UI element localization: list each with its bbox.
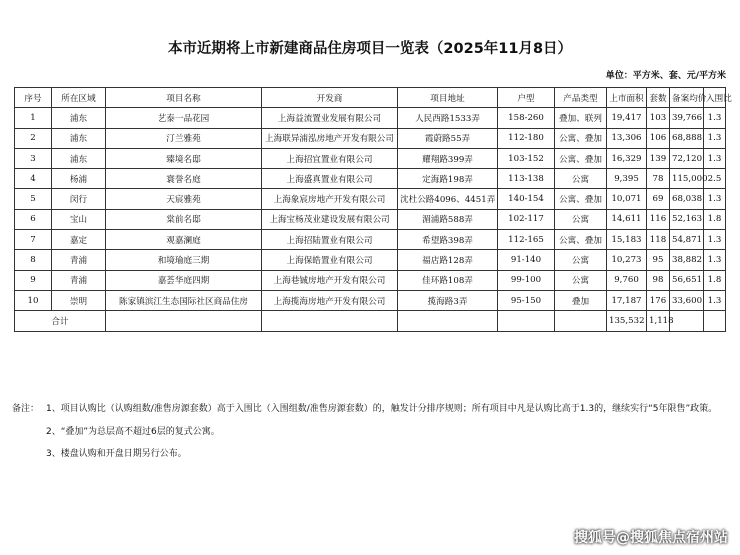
table-row [15, 108, 726, 128]
column-header: 项目地址 [398, 88, 498, 108]
table-cell: 人民西路1533弄 [398, 108, 498, 128]
table-cell: 9,395 [607, 169, 647, 189]
table-cell: 56,651 [670, 270, 704, 290]
note-item: 备注： 1、项目认购比（认购组数/准售房源套数）高于入围比（入围组数/准售房源套数）的，触发计分排序规则；所有项目中凡是认购比高于1.3的，继续实行“5年限售”政策。 [12, 398, 717, 421]
column-header: 入围比 [704, 88, 726, 108]
table-cell: 112-180 [498, 128, 555, 148]
note-item: 3、楼盘认购和开盘日期另行公布。 [46, 449, 187, 459]
table-cell: 公寓、叠加 [555, 148, 607, 168]
table-cell: 浦东 [52, 108, 106, 128]
table-cell: 公寓、叠加 [555, 189, 607, 209]
table-cell: 14,611 [607, 209, 647, 229]
column-header: 上市面积 [607, 88, 647, 108]
table-cell: 1.3 [704, 189, 726, 209]
unit-label: 单位：平方米、套、元/平方米 [605, 71, 726, 81]
table-cell: 沈杜公路4096、4451弄 [398, 189, 498, 209]
table-cell: 上海联异浦泓房地产开发有限公司 [262, 128, 398, 148]
table-cell: 33,600 [670, 290, 704, 310]
table-cell: 耀翔路399弄 [398, 148, 498, 168]
table-cell [704, 311, 726, 331]
table-cell: 19,417 [607, 108, 647, 128]
table-cell: 1.3 [704, 128, 726, 148]
table-cell: 浦东 [52, 128, 106, 148]
table-cell: 福店路128弄 [398, 250, 498, 270]
table-row [15, 230, 726, 250]
table-cell [670, 311, 704, 331]
table-row [15, 250, 726, 270]
table-row [15, 169, 726, 189]
total-units: 1,118 [647, 311, 670, 331]
table-cell: 1.3 [704, 290, 726, 310]
note-item: 2、“叠加”为总层高不超过6层的复式公寓。 [46, 426, 220, 437]
table-cell: 38,882 [670, 250, 704, 270]
table-cell: 9 [15, 270, 52, 290]
table-cell: 6 [15, 209, 52, 229]
table-cell: 140-154 [498, 189, 555, 209]
column-header: 序号 [15, 88, 52, 108]
table-cell: 103-152 [498, 148, 555, 168]
table-cell: 2.5 [704, 169, 726, 189]
table-cell: 15,183 [607, 230, 647, 250]
table-cell: 公寓 [555, 169, 607, 189]
table-cell: 113-138 [498, 169, 555, 189]
table-cell: 68,888 [670, 128, 704, 148]
table-row [15, 270, 726, 290]
column-header: 备案均价 [670, 88, 704, 108]
table-cell: 54,871 [670, 230, 704, 250]
column-header: 项目名称 [106, 88, 262, 108]
table-cell: 定海路198弄 [398, 169, 498, 189]
table-cell: 棠前名邸 [106, 209, 262, 229]
table-cell: 112-165 [498, 230, 555, 250]
table-total-row [15, 311, 726, 331]
table-cell: 公寓 [555, 270, 607, 290]
table-cell: 上海巷铖房地产开发有限公司 [262, 270, 398, 290]
table-cell: 17,187 [607, 290, 647, 310]
notes-label: 备注： [12, 404, 40, 414]
table-cell: 嘉荟华庭四期 [106, 270, 262, 290]
table-cell: 湄浦路588弄 [398, 209, 498, 229]
table-cell: 99-100 [498, 270, 555, 290]
column-header: 所在区域 [52, 88, 106, 108]
project-table [14, 87, 732, 332]
table-cell: 1.3 [704, 230, 726, 250]
table-cell: 116 [647, 209, 670, 229]
table-cell [555, 311, 607, 331]
table-cell: 72,120 [670, 148, 704, 168]
table-cell: 78 [647, 169, 670, 189]
table-cell: 艺泰一品花园 [106, 108, 262, 128]
total-label: 合计 [15, 311, 106, 331]
table-cell: 139 [647, 148, 670, 168]
table-cell: 98 [647, 270, 670, 290]
table-cell: 上海揽海房地产开发有限公司 [262, 290, 398, 310]
table-cell: 青浦 [52, 270, 106, 290]
column-header: 开发商 [262, 88, 398, 108]
table-cell: 158-260 [498, 108, 555, 128]
table-cell: 10 [15, 290, 52, 310]
column-header: 套数 [647, 88, 670, 108]
table-cell [106, 311, 262, 331]
table-cell: 4 [15, 169, 52, 189]
table-cell: 浦东 [52, 148, 106, 168]
table-cell: 1.3 [704, 108, 726, 128]
table-cell: 佳环路108弄 [398, 270, 498, 290]
table-cell [498, 311, 555, 331]
table-cell: 杨浦 [52, 169, 106, 189]
table-cell: 寰誉名庭 [106, 169, 262, 189]
table-cell: 1.3 [704, 250, 726, 270]
table-cell: 1.8 [704, 209, 726, 229]
table-cell: 叠加、联列 [555, 108, 607, 128]
watermark: 搜狐号@搜狐焦点宿州站 [574, 530, 728, 546]
table-cell: 上海益流置业发展有限公司 [262, 108, 398, 128]
table-header-row [15, 88, 726, 108]
table-cell: 崇明 [52, 290, 106, 310]
table-cell: 39,766 [670, 108, 704, 128]
table-cell: 上海盛真置业有限公司 [262, 169, 398, 189]
table-cell [262, 311, 398, 331]
table-cell: 1 [15, 108, 52, 128]
column-header: 产品类型 [555, 88, 607, 108]
table-row [15, 148, 726, 168]
table-cell: 9,760 [607, 270, 647, 290]
table-cell: 103 [647, 108, 670, 128]
table-cell: 68,038 [670, 189, 704, 209]
total-area: 135,532 [607, 311, 647, 331]
table-cell: 揽海路3弄 [398, 290, 498, 310]
table-cell: 和境瑜庭三期 [106, 250, 262, 270]
table-cell: 汀兰雅苑 [106, 128, 262, 148]
table-cell: 观嘉澜庭 [106, 230, 262, 250]
table-cell: 102-117 [498, 209, 555, 229]
table-cell: 公寓 [555, 250, 607, 270]
table-cell: 69 [647, 189, 670, 209]
table-cell: 陈家镇滨江生态国际社区商品住房 [106, 290, 262, 310]
table-cell: 106 [647, 128, 670, 148]
table-cell: 115,000 [670, 169, 704, 189]
table-cell: 天宸雅苑 [106, 189, 262, 209]
table-cell: 95 [647, 250, 670, 270]
table-cell: 公寓 [555, 209, 607, 229]
table-cell: 公寓、叠加 [555, 230, 607, 250]
table-cell: 公寓、叠加 [555, 128, 607, 148]
table-cell: 叠加 [555, 290, 607, 310]
table-cell: 10,273 [607, 250, 647, 270]
table-cell: 176 [647, 290, 670, 310]
table-cell: 8 [15, 250, 52, 270]
table-cell: 上海象宸房地产开发有限公司 [262, 189, 398, 209]
notes [12, 398, 717, 466]
table-cell: 1.3 [704, 148, 726, 168]
table-cell: 91-140 [498, 250, 555, 270]
table-cell: 2 [15, 128, 52, 148]
table-cell: 3 [15, 148, 52, 168]
page-title: 本市近期将上市新建商品住房项目一览表（2025年11月8日） [167, 41, 573, 57]
table-cell: 希望路398弄 [398, 230, 498, 250]
table-cell: 嘉定 [52, 230, 106, 250]
table-cell: 闵行 [52, 189, 106, 209]
table-cell: 52,163 [670, 209, 704, 229]
table-cell: 上海宝杨茂业建设发展有限公司 [262, 209, 398, 229]
table-cell: 95-150 [498, 290, 555, 310]
table-cell: 5 [15, 189, 52, 209]
table-cell: 118 [647, 230, 670, 250]
table-row [15, 209, 726, 229]
table-cell: 臻境名邸 [106, 148, 262, 168]
table-row [15, 128, 726, 148]
table-row [15, 189, 726, 209]
table-cell: 霞蔚路55弄 [398, 128, 498, 148]
table-cell: 16,329 [607, 148, 647, 168]
table-cell [398, 311, 498, 331]
table-row [15, 290, 726, 310]
table-cell: 青浦 [52, 250, 106, 270]
table-cell: 上海招宜置业有限公司 [262, 148, 398, 168]
table-cell: 1.8 [704, 270, 726, 290]
table-cell: 宝山 [52, 209, 106, 229]
table-cell: 上海保皓置业有限公司 [262, 250, 398, 270]
table-cell: 上海招陆置业有限公司 [262, 230, 398, 250]
column-header: 户型 [498, 88, 555, 108]
table-cell: 13,306 [607, 128, 647, 148]
table-cell: 7 [15, 230, 52, 250]
table-cell: 10,071 [607, 189, 647, 209]
